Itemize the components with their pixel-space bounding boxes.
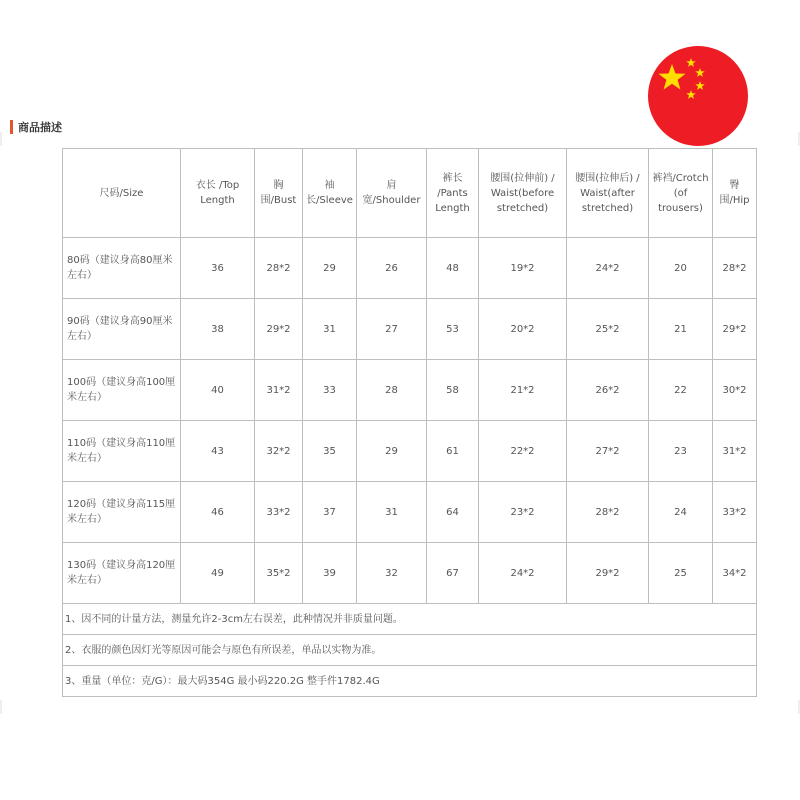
note-text: 2、衣服的颜色因灯光等原因可能会与原色有所误差，单品以实物为准。	[63, 635, 757, 666]
column-header: 袖长/Sleeve	[303, 149, 357, 238]
header-row	[63, 149, 757, 238]
measurement-cell: 32	[357, 543, 427, 604]
measurement-cell: 43	[181, 421, 255, 482]
measurement-cell: 24	[649, 482, 713, 543]
measurement-cell: 22	[649, 360, 713, 421]
measurement-cell: 49	[181, 543, 255, 604]
measurement-cell: 37	[303, 482, 357, 543]
measurement-cell: 29	[303, 238, 357, 299]
measurement-cell: 25	[649, 543, 713, 604]
left-edge-mark	[0, 132, 2, 146]
measurement-cell: 33*2	[713, 482, 757, 543]
measurement-cell: 23	[649, 421, 713, 482]
section-title: 商品描述	[18, 121, 62, 134]
measurement-cell: 38	[181, 299, 255, 360]
column-header: 尺码/Size	[63, 149, 181, 238]
measurement-cell: 24*2	[567, 238, 649, 299]
section-header	[10, 118, 62, 136]
measurement-cell: 23*2	[479, 482, 567, 543]
size-cell: 80码（建议身高80厘米左右）	[63, 238, 181, 299]
column-header: 腰围(拉伸前) / Waist(before stretched)	[479, 149, 567, 238]
size-cell: 130码（建议身高120厘米左右）	[63, 543, 181, 604]
measurement-cell: 20*2	[479, 299, 567, 360]
measurement-cell: 46	[181, 482, 255, 543]
column-header: 肩宽/Shoulder	[357, 149, 427, 238]
measurement-cell: 29*2	[255, 299, 303, 360]
note-row	[63, 666, 757, 697]
measurement-cell: 31*2	[255, 360, 303, 421]
measurement-cell: 29*2	[567, 543, 649, 604]
table-row	[63, 421, 757, 482]
measurement-cell: 28	[357, 360, 427, 421]
size-cell: 90码（建议身高90厘米左右）	[63, 299, 181, 360]
measurement-cell: 67	[427, 543, 479, 604]
table-row	[63, 299, 757, 360]
column-header: 腰围(拉伸后) / Waist(after stretched)	[567, 149, 649, 238]
measurement-cell: 21	[649, 299, 713, 360]
measurement-cell: 58	[427, 360, 479, 421]
measurement-cell: 39	[303, 543, 357, 604]
note-text: 3、重量（单位：克/G）：最大码354G 最小码220.2G 整手件1782.4G	[63, 666, 757, 697]
measurement-cell: 64	[427, 482, 479, 543]
measurement-cell: 26	[357, 238, 427, 299]
measurement-cell: 20	[649, 238, 713, 299]
measurement-cell: 29	[357, 421, 427, 482]
measurement-cell: 33	[303, 360, 357, 421]
measurement-cell: 36	[181, 238, 255, 299]
column-header: 衣长 /Top Length	[181, 149, 255, 238]
measurement-cell: 21*2	[479, 360, 567, 421]
measurement-cell: 19*2	[479, 238, 567, 299]
note-row	[63, 604, 757, 635]
measurement-cell: 27	[357, 299, 427, 360]
size-cell: 100码（建议身高100厘米左右）	[63, 360, 181, 421]
measurement-cell: 27*2	[567, 421, 649, 482]
measurement-cell: 25*2	[567, 299, 649, 360]
measurement-cell: 35	[303, 421, 357, 482]
column-header: 裤裆/Crotch (of trousers)	[649, 149, 713, 238]
column-header: 胸围/Bust	[255, 149, 303, 238]
measurement-cell: 29*2	[713, 299, 757, 360]
measurement-cell: 31	[357, 482, 427, 543]
table-row	[63, 360, 757, 421]
measurement-cell: 28*2	[713, 238, 757, 299]
measurement-cell: 31*2	[713, 421, 757, 482]
measurement-cell: 26*2	[567, 360, 649, 421]
measurement-cell: 24*2	[479, 543, 567, 604]
measurement-cell: 28*2	[567, 482, 649, 543]
size-chart-table	[62, 148, 757, 697]
measurement-cell: 40	[181, 360, 255, 421]
table-row	[63, 543, 757, 604]
note-row	[63, 635, 757, 666]
table-row	[63, 238, 757, 299]
column-header: 臀围/Hip	[713, 149, 757, 238]
size-cell: 110码（建议身高110厘米左右）	[63, 421, 181, 482]
measurement-cell: 32*2	[255, 421, 303, 482]
measurement-cell: 33*2	[255, 482, 303, 543]
measurement-cell: 31	[303, 299, 357, 360]
note-text: 1、因不同的计量方法，测量允许2-3cm左右误差，此种情况并非质量问题。	[63, 604, 757, 635]
table-row	[63, 482, 757, 543]
left-edge-mark-bottom	[0, 700, 2, 714]
measurement-cell: 61	[427, 421, 479, 482]
measurement-cell: 53	[427, 299, 479, 360]
measurement-cell: 48	[427, 238, 479, 299]
measurement-cell: 22*2	[479, 421, 567, 482]
column-header: 裤长 /Pants Length	[427, 149, 479, 238]
section-accent-bar	[10, 120, 13, 134]
measurement-cell: 30*2	[713, 360, 757, 421]
china-flag-icon	[648, 46, 748, 146]
measurement-cell: 35*2	[255, 543, 303, 604]
measurement-cell: 28*2	[255, 238, 303, 299]
measurement-cell: 34*2	[713, 543, 757, 604]
size-cell: 120码（建议身高115厘米左右）	[63, 482, 181, 543]
